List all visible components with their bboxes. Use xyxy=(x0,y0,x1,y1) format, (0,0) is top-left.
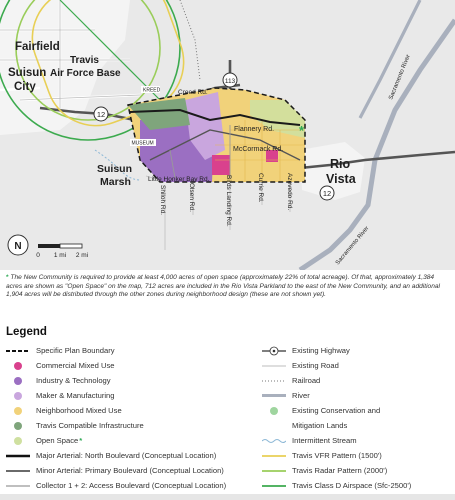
svg-text:2 mi: 2 mi xyxy=(75,252,89,259)
legend-item-intermittent-stream: Intermittent Stream xyxy=(262,434,357,447)
label-rio: Rio xyxy=(330,157,351,171)
commercial-mixed-use-zone xyxy=(212,155,230,175)
label-birds-landing-rd: Birds Landing Rd. xyxy=(225,175,232,227)
new-community-land-uses xyxy=(128,88,305,182)
legend-item-major-arterial: Major Arterial: North Boulevard (Conceptual Location) xyxy=(6,449,216,462)
svg-text:12: 12 xyxy=(322,188,332,198)
open-space-footnote xyxy=(6,274,448,300)
label-sacramento-river-south: Sacramento River xyxy=(334,225,371,267)
svg-text:0: 0 xyxy=(36,252,40,259)
legend-item-collector: Collector 1 + 2: Access Boulevard (Conceptual Location) xyxy=(6,479,226,492)
legend-item-existing-road: Existing Road xyxy=(262,359,339,372)
label-azevedo-rd: Azevedo Rd. xyxy=(286,173,293,211)
legend-title: Legend xyxy=(6,326,47,338)
class-d-airspace-swatch xyxy=(262,480,286,491)
open-space-star: * xyxy=(79,436,83,445)
label-sacramento-river-north: Sacramento River xyxy=(388,53,412,101)
legend-item-neighborhood-mixed-use: Neighborhood Mixed Use xyxy=(6,404,122,417)
label-suisun-marsh: Suisun xyxy=(97,163,133,175)
label-museum: MUSEUM xyxy=(131,140,154,147)
legend-item-travis-vfr-pattern: Travis VFR Pattern (1500') xyxy=(262,449,382,462)
major-arterial-swatch xyxy=(6,450,30,461)
svg-text:N: N xyxy=(14,241,22,252)
legend-item-railroad: Railroad xyxy=(262,374,320,387)
legend-item-mitigation-lands: Mitigation Lands xyxy=(292,421,348,430)
legend-item-river: River xyxy=(262,389,310,402)
plan-boundary-swatch xyxy=(6,345,30,356)
label-shiloh-rd: Shiloh Rd. xyxy=(159,185,166,215)
footnote-text: The New Community is required to provide at least 4,000 acres of open space (approximately 22% of total acreage). Of that, approximately 1,384 acres are shown as "Open Space" on the map, 712 acres are included in the Rio Vista Parkland to the east of the New Community, and an additional 1,904 acres will be distributed through the other zones during neighborhood design (these are not shown yet). xyxy=(6,274,441,299)
railroad-swatch xyxy=(262,375,286,386)
highway-113-shield xyxy=(223,73,237,87)
label-vista: Vista xyxy=(326,172,356,186)
label-flannery-rd: Flannery Rd. xyxy=(234,126,275,133)
collector-swatch xyxy=(6,480,30,491)
legend-item-industry-technology: Industry & Technology xyxy=(6,374,111,387)
label-little-honker-bay-rd: Little Honker Bay Rd. xyxy=(148,176,210,183)
legend-item-open-space: Open Space * xyxy=(6,434,82,447)
label-air-force-base: Air Force Base xyxy=(50,68,121,79)
label-creed-rd: Creed Rd. xyxy=(178,89,208,96)
industry-technology-swatch xyxy=(14,377,22,385)
svg-text:1 mi: 1 mi xyxy=(53,252,67,259)
label-suisun: Suisun xyxy=(8,67,47,79)
north-arrow xyxy=(8,235,28,255)
river-swatch xyxy=(262,390,286,401)
legend-item-commercial-mixed-use: Commercial Mixed Use xyxy=(6,359,115,372)
label-kreed: KREED xyxy=(143,87,161,94)
vfr-pattern-swatch xyxy=(262,450,286,461)
bottom-rule xyxy=(0,494,455,500)
minor-arterial-swatch xyxy=(6,465,30,476)
open-space-swatch xyxy=(14,437,22,445)
highway-12-west-shield xyxy=(94,107,108,121)
legend-item-maker-manufacturing: Maker & Manufacturing xyxy=(6,389,115,402)
svg-text:12: 12 xyxy=(96,109,106,119)
neighborhood-mixed-use-swatch xyxy=(14,407,22,415)
travis-infrastructure-swatch xyxy=(14,422,22,430)
label-marsh: Marsh xyxy=(100,176,131,188)
label-travis: Travis xyxy=(70,55,99,66)
legend-item-conservation: Existing Conservation and xyxy=(262,404,380,417)
radar-pattern-swatch xyxy=(262,465,286,476)
existing-highway-swatch xyxy=(262,345,286,356)
legend-item-specific-plan-boundary: Specific Plan Boundary xyxy=(6,344,115,357)
label-currie-rd: Currie Rd. xyxy=(257,173,264,203)
highway-12-east-shield xyxy=(320,186,334,200)
label-fairfield: Fairfield xyxy=(15,41,60,53)
legend-item-travis-class-d-airspace: Travis Class D Airspace (Sfc-2500') xyxy=(262,479,411,492)
conservation-swatch xyxy=(270,407,278,415)
label-mccormack-rd: McCormack Rd. xyxy=(233,146,284,153)
existing-road-swatch xyxy=(262,360,286,371)
legend-item-travis-compatible-infrastructure: Travis Compatible Infrastructure xyxy=(6,419,144,432)
commercial-mixed-use-swatch xyxy=(14,362,22,370)
svg-text:113: 113 xyxy=(224,77,236,85)
legend-item-travis-radar-pattern: Travis Radar Pattern (2000') xyxy=(262,464,387,477)
footnote-star: * xyxy=(6,274,9,281)
intermittent-stream-swatch xyxy=(262,435,286,446)
label-olsen-rd: Olsen Rd. xyxy=(188,183,195,212)
open-space-star-marker: * xyxy=(299,123,305,138)
maker-manufacturing-swatch xyxy=(14,392,22,400)
legend-item-existing-highway: Existing Highway xyxy=(262,344,350,357)
legend-item-minor-arterial: Minor Arterial: Primary Boulevard (Conceptual Location) xyxy=(6,464,224,477)
label-city: City xyxy=(14,81,36,93)
